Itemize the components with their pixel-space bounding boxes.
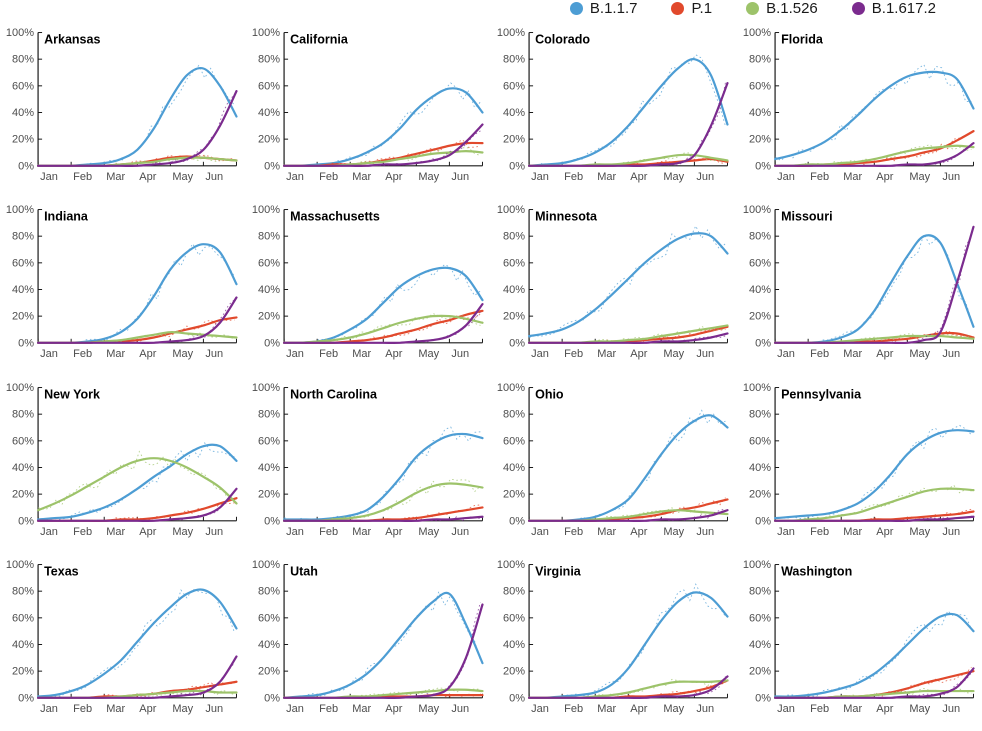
x-tick-label: Jan (286, 703, 304, 715)
y-tick-label: 100% (742, 204, 770, 216)
y-tick-label: 0% (18, 160, 34, 172)
y-tick-label: 100% (251, 204, 279, 216)
y-tick-label: 40% (503, 107, 525, 119)
x-tick-label: Feb (73, 348, 92, 360)
x-tick-label: Feb (73, 703, 92, 715)
panel-title: North Carolina (290, 387, 378, 401)
y-tick-label: 40% (12, 284, 34, 296)
raw-data-line-B.1.1.7 (313, 265, 480, 343)
panel-title: Ohio (535, 387, 564, 401)
x-tick-label: May (909, 171, 930, 183)
y-tick-label: 20% (12, 311, 34, 323)
panel-title: New York (44, 387, 100, 401)
subplot-indiana (0, 194, 246, 371)
y-tick-label: 60% (503, 612, 525, 624)
y-tick-label: 80% (503, 408, 525, 420)
chart-canvas (246, 372, 492, 549)
x-tick-label: Feb (73, 526, 92, 538)
x-tick-label: Jan (286, 171, 304, 183)
y-tick-label: 60% (12, 612, 34, 624)
panel-title: Massachusetts (290, 210, 380, 224)
x-tick-label: May (909, 526, 930, 538)
legend-label: P.1 (691, 0, 712, 17)
x-tick-label: Apr (630, 171, 647, 183)
subplot-washington (737, 549, 982, 726)
subplot-florida (737, 17, 982, 194)
trend-line-B.1.1.7 (38, 68, 236, 166)
x-tick-label: Feb (810, 348, 829, 360)
y-tick-label: 20% (749, 311, 771, 323)
x-tick-label: Jan (40, 526, 58, 538)
y-tick-label: 60% (258, 80, 280, 92)
y-tick-label: 40% (503, 462, 525, 474)
trend-line-B.1.1.7 (38, 245, 236, 344)
y-tick-label: 0% (509, 338, 525, 350)
y-tick-label: 100% (742, 382, 770, 394)
panel-title: California (290, 33, 349, 47)
y-tick-label: 0% (509, 160, 525, 172)
x-tick-label: Mar (352, 348, 371, 360)
chart-canvas (737, 372, 982, 549)
trend-line-B.1.1.7 (775, 614, 973, 697)
y-tick-label: 40% (12, 462, 34, 474)
trend-line-B.1.1.7 (38, 590, 236, 697)
x-tick-label: Jan (286, 348, 304, 360)
chart-grid (0, 17, 982, 726)
legend-item-B.1.526 (746, 0, 818, 17)
subplot-north-carolina (246, 372, 492, 549)
subplot-colorado (491, 17, 737, 194)
x-tick-label: Apr (630, 703, 647, 715)
y-tick-label: 0% (18, 338, 34, 350)
y-tick-label: 100% (497, 204, 525, 216)
x-tick-label: May (663, 526, 684, 538)
chart-canvas (0, 549, 246, 726)
y-tick-label: 80% (12, 54, 34, 66)
y-tick-label: 80% (503, 54, 525, 66)
trend-line-B.1.526 (284, 483, 482, 520)
subplot-new-york (0, 372, 246, 549)
y-tick-label: 0% (264, 515, 280, 527)
x-tick-label: Apr (139, 348, 156, 360)
x-tick-label: May (418, 703, 439, 715)
y-tick-label: 60% (258, 612, 280, 624)
y-tick-label: 100% (251, 27, 279, 39)
y-tick-label: 40% (258, 284, 280, 296)
x-tick-label: Mar (843, 348, 862, 360)
y-tick-label: 0% (18, 692, 34, 704)
y-tick-label: 100% (742, 559, 770, 571)
legend-item-P.1 (671, 0, 712, 17)
x-tick-label: Jun (205, 348, 223, 360)
legend-dot-icon (852, 2, 865, 15)
x-tick-label: Jun (205, 171, 223, 183)
x-tick-label: Jun (942, 348, 960, 360)
raw-data-line-B.1.617.2 (415, 602, 480, 697)
trend-line-B.1.1.7 (529, 234, 727, 337)
x-tick-label: Jan (777, 526, 795, 538)
y-tick-label: 80% (258, 408, 280, 420)
subplot-minnesota (491, 194, 737, 371)
y-tick-label: 0% (755, 692, 771, 704)
x-tick-label: Apr (385, 526, 402, 538)
trend-line-B.1.1.7 (284, 268, 482, 343)
x-tick-label: Jun (696, 171, 714, 183)
x-tick-label: Feb (319, 348, 338, 360)
y-tick-label: 0% (509, 515, 525, 527)
y-tick-label: 100% (497, 27, 525, 39)
x-tick-label: May (172, 171, 193, 183)
x-tick-label: Mar (106, 703, 125, 715)
y-tick-label: 20% (12, 134, 34, 146)
x-tick-label: Feb (810, 703, 829, 715)
y-tick-label: 80% (749, 231, 771, 243)
x-tick-label: May (418, 526, 439, 538)
y-tick-label: 60% (503, 435, 525, 447)
subplot-pennsylvania (737, 372, 982, 549)
x-tick-label: Jun (696, 526, 714, 538)
x-tick-label: May (172, 348, 193, 360)
y-tick-label: 60% (749, 435, 771, 447)
panel-title: Utah (290, 565, 318, 579)
subplot-missouri (737, 194, 982, 371)
chart-canvas (0, 17, 246, 194)
raw-data-line-B.1.1.7 (822, 235, 971, 341)
legend-label: B.1.526 (766, 0, 818, 17)
subplot-virginia (491, 549, 737, 726)
raw-data-line-B.1.1.7 (86, 65, 235, 164)
y-tick-label: 20% (503, 311, 525, 323)
panel-title: Texas (44, 565, 79, 579)
y-tick-label: 40% (749, 107, 771, 119)
x-tick-label: Jun (696, 703, 714, 715)
legend (0, 0, 982, 17)
x-tick-label: Mar (597, 703, 616, 715)
x-tick-label: Apr (385, 703, 402, 715)
x-tick-label: Feb (564, 703, 583, 715)
x-tick-label: Jan (777, 171, 795, 183)
subplot-ohio (491, 372, 737, 549)
y-tick-label: 80% (749, 54, 771, 66)
panel-title: Pennsylvania (781, 387, 862, 401)
y-tick-label: 60% (503, 258, 525, 270)
trend-line-B.1.526 (38, 458, 236, 510)
subplot-california (246, 17, 492, 194)
x-tick-label: Feb (319, 526, 338, 538)
legend-item-B.1.1.7 (570, 0, 638, 17)
x-tick-label: Jan (531, 703, 549, 715)
subplot-utah (246, 549, 492, 726)
y-tick-label: 40% (503, 639, 525, 651)
x-tick-label: Apr (630, 348, 647, 360)
y-tick-label: 80% (12, 231, 34, 243)
y-tick-label: 80% (12, 586, 34, 598)
legend-dot-icon (746, 2, 759, 15)
panel-title: Colorado (535, 33, 590, 47)
x-tick-label: Jan (531, 526, 549, 538)
y-tick-label: 100% (497, 382, 525, 394)
y-tick-label: 60% (12, 80, 34, 92)
x-tick-label: Jan (777, 348, 795, 360)
y-tick-label: 80% (12, 408, 34, 420)
x-tick-label: Mar (352, 703, 371, 715)
x-tick-label: Jan (40, 348, 58, 360)
x-tick-label: Apr (139, 526, 156, 538)
x-tick-label: Feb (319, 703, 338, 715)
x-tick-label: May (172, 526, 193, 538)
legend-dot-icon (671, 2, 684, 15)
y-tick-label: 80% (503, 586, 525, 598)
raw-data-line-B.1.1.7 (577, 410, 726, 520)
x-tick-label: Feb (564, 348, 583, 360)
y-tick-label: 20% (503, 488, 525, 500)
raw-data-line-P.1 (822, 132, 971, 165)
y-tick-label: 0% (264, 692, 280, 704)
x-tick-label: Feb (810, 526, 829, 538)
y-tick-label: 20% (258, 134, 280, 146)
x-tick-label: Feb (73, 171, 92, 183)
y-tick-label: 40% (749, 462, 771, 474)
x-tick-label: Apr (630, 526, 647, 538)
x-tick-label: Mar (597, 171, 616, 183)
x-tick-label: Jan (40, 703, 58, 715)
panel-title: Indiana (44, 210, 89, 224)
legend-label: B.1.617.2 (872, 0, 936, 17)
y-tick-label: 0% (755, 515, 771, 527)
x-tick-label: Feb (810, 171, 829, 183)
x-tick-label: Jan (40, 171, 58, 183)
x-tick-label: Jun (451, 526, 469, 538)
x-tick-label: Jan (531, 171, 549, 183)
x-tick-label: Apr (876, 526, 893, 538)
y-tick-label: 20% (258, 488, 280, 500)
y-tick-label: 100% (6, 382, 34, 394)
chart-canvas (246, 549, 492, 726)
raw-data-line-B.1.617.2 (660, 83, 725, 166)
x-tick-label: Jun (451, 348, 469, 360)
x-tick-label: Jan (777, 703, 795, 715)
x-tick-label: May (663, 348, 684, 360)
panel-title: Washington (781, 565, 852, 579)
raw-data-line-B.1.1.7 (284, 427, 480, 521)
y-tick-label: 60% (258, 258, 280, 270)
x-tick-label: Apr (876, 703, 893, 715)
trend-line-B.1.617.2 (775, 227, 973, 343)
y-tick-label: 60% (749, 80, 771, 92)
x-tick-label: Feb (564, 171, 583, 183)
y-tick-label: 20% (749, 666, 771, 678)
trend-line-B.1.1.7 (529, 415, 727, 521)
chart-canvas (0, 194, 246, 371)
y-tick-label: 0% (755, 338, 771, 350)
y-tick-label: 20% (12, 666, 34, 678)
x-tick-label: Apr (139, 171, 156, 183)
y-tick-label: 60% (258, 435, 280, 447)
y-tick-label: 0% (264, 338, 280, 350)
chart-canvas (737, 17, 982, 194)
x-tick-label: Mar (843, 703, 862, 715)
y-tick-label: 20% (503, 666, 525, 678)
trend-line-P.1 (38, 318, 236, 343)
x-tick-label: May (418, 171, 439, 183)
y-tick-label: 0% (509, 692, 525, 704)
x-tick-label: Mar (597, 526, 616, 538)
y-tick-label: 80% (503, 231, 525, 243)
y-tick-label: 80% (749, 586, 771, 598)
y-tick-label: 60% (503, 80, 525, 92)
x-tick-label: Jun (942, 526, 960, 538)
chart-canvas (491, 549, 737, 726)
x-tick-label: Mar (106, 526, 125, 538)
y-tick-label: 100% (251, 559, 279, 571)
y-tick-label: 40% (12, 107, 34, 119)
y-tick-label: 40% (258, 107, 280, 119)
x-tick-label: May (172, 703, 193, 715)
raw-data-line-B.1.1.7 (775, 611, 971, 698)
y-tick-label: 60% (749, 612, 771, 624)
y-tick-label: 20% (503, 134, 525, 146)
chart-canvas (491, 372, 737, 549)
x-tick-label: Mar (106, 348, 125, 360)
panel-title: Missouri (781, 210, 832, 224)
panel-title: Arkansas (44, 33, 100, 47)
x-tick-label: Jun (696, 348, 714, 360)
y-tick-label: 40% (503, 284, 525, 296)
x-tick-label: Apr (876, 348, 893, 360)
y-tick-label: 100% (742, 27, 770, 39)
x-tick-label: May (418, 348, 439, 360)
y-tick-label: 100% (6, 559, 34, 571)
x-tick-label: Jun (205, 703, 223, 715)
x-tick-label: Feb (319, 171, 338, 183)
x-tick-label: Mar (352, 171, 371, 183)
y-tick-label: 60% (749, 258, 771, 270)
raw-data-line-B.1.1.7 (529, 226, 725, 338)
chart-canvas (246, 194, 492, 371)
legend-dot-icon (570, 2, 583, 15)
y-tick-label: 20% (749, 488, 771, 500)
x-tick-label: Apr (876, 171, 893, 183)
x-tick-label: Jun (451, 171, 469, 183)
raw-data-line-B.1.1.7 (86, 244, 235, 341)
y-tick-label: 80% (258, 231, 280, 243)
y-tick-label: 20% (258, 666, 280, 678)
y-tick-label: 40% (749, 284, 771, 296)
trend-line-B.1.617.2 (284, 605, 482, 698)
x-tick-label: Apr (385, 171, 402, 183)
x-tick-label: Apr (385, 348, 402, 360)
x-tick-label: Mar (843, 526, 862, 538)
trend-line-B.1.617.2 (38, 489, 236, 521)
y-tick-label: 0% (755, 160, 771, 172)
x-tick-label: Mar (106, 171, 125, 183)
y-tick-label: 40% (258, 639, 280, 651)
y-tick-label: 40% (12, 639, 34, 651)
x-tick-label: Apr (139, 703, 156, 715)
panel-title: Virginia (535, 565, 582, 579)
y-tick-label: 100% (6, 204, 34, 216)
y-tick-label: 20% (258, 311, 280, 323)
y-tick-label: 40% (258, 462, 280, 474)
x-tick-label: May (663, 703, 684, 715)
y-tick-label: 80% (258, 586, 280, 598)
panel-title: Minnesota (535, 210, 598, 224)
chart-canvas (491, 17, 737, 194)
x-tick-label: Feb (564, 526, 583, 538)
x-tick-label: Mar (843, 171, 862, 183)
trend-line-B.1.617.2 (38, 91, 236, 166)
y-tick-label: 20% (749, 134, 771, 146)
x-tick-label: Jun (942, 703, 960, 715)
y-tick-label: 0% (264, 160, 280, 172)
legend-label: B.1.1.7 (590, 0, 638, 17)
x-tick-label: Jun (451, 703, 469, 715)
subplot-texas (0, 549, 246, 726)
x-tick-label: May (909, 348, 930, 360)
chart-canvas (491, 194, 737, 371)
chart-canvas (737, 194, 982, 371)
legend-item-B.1.617.2 (852, 0, 936, 17)
chart-canvas (0, 372, 246, 549)
panel-title: Florida (781, 33, 824, 47)
y-tick-label: 40% (749, 639, 771, 651)
y-tick-label: 80% (258, 54, 280, 66)
x-tick-label: May (909, 703, 930, 715)
y-tick-label: 100% (251, 382, 279, 394)
trend-line-B.1.1.7 (284, 434, 482, 520)
y-tick-label: 60% (12, 435, 34, 447)
x-tick-label: Mar (352, 526, 371, 538)
y-tick-label: 0% (18, 515, 34, 527)
subplot-arkansas (0, 17, 246, 194)
y-tick-label: 20% (12, 488, 34, 500)
chart-canvas (246, 17, 492, 194)
y-tick-label: 100% (6, 27, 34, 39)
y-tick-label: 60% (12, 258, 34, 270)
y-tick-label: 100% (497, 559, 525, 571)
y-tick-label: 80% (749, 408, 771, 420)
subplot-massachusetts (246, 194, 492, 371)
x-tick-label: May (663, 171, 684, 183)
x-tick-label: Jun (942, 171, 960, 183)
x-tick-label: Jan (286, 526, 304, 538)
x-tick-label: Mar (597, 348, 616, 360)
x-tick-label: Jun (205, 526, 223, 538)
raw-data-line-B.1.617.2 (151, 95, 234, 165)
raw-data-line-B.1.1.7 (313, 83, 480, 166)
x-tick-label: Jan (531, 348, 549, 360)
chart-canvas (737, 549, 982, 726)
